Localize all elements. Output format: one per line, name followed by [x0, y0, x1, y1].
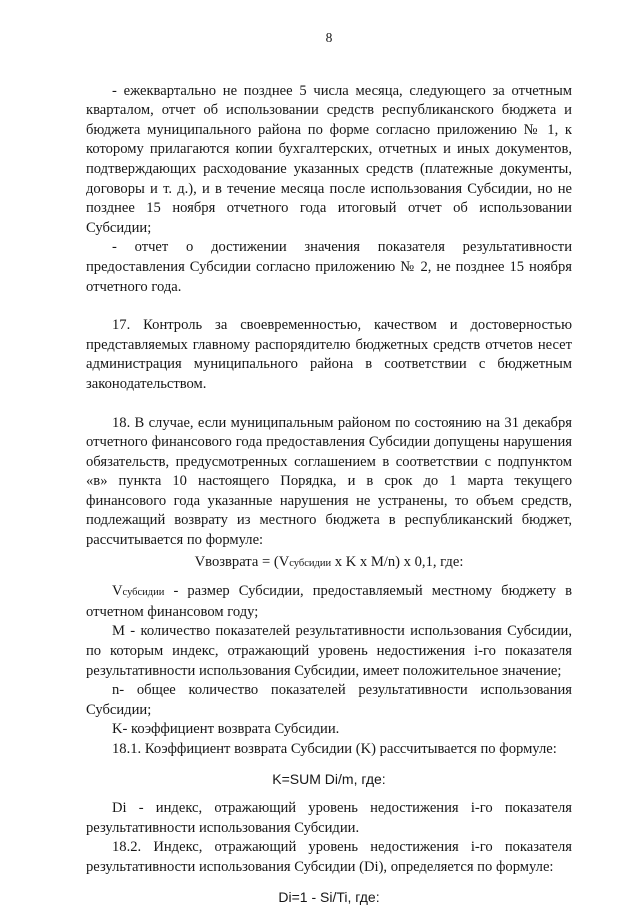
formula-k-coefficient: K=SUM Di/m, где: — [272, 770, 386, 787]
page-number: 8 — [325, 30, 333, 45]
paragraph-quarterly-report: - ежеквартально не позднее 5 числа месяца, следующего за отчетным кварталом, отчет об использовании средств республиканского бюджета и бюджета муниципального района по форме согласно приложению № 1, к которому прилагаются копии бухгалтерских, отчетных и иных документов, подтверждающих расходование указанных средств (платежные документы, договоры и т. д.), и в течение месяца после использования Субсидии, но не позднее 15 ноября отчетного года итоговый отчет об использовании Субсидии; — [86, 82, 572, 236]
formula-subscript: субсидии — [289, 557, 332, 569]
v-symbol: V — [112, 583, 123, 600]
paragraph-n-definition: n- общее количество показателей результативности использования Субсидии; — [86, 682, 572, 718]
v-subscript: субсидии — [122, 587, 165, 599]
spacer — [86, 297, 572, 316]
spacer — [86, 395, 572, 414]
paragraph-17-control: 17. Контроль за своевременностью, качеством и достоверностью представляемых главному распорядителю бюджетных средств отчетов несет администрация муниципального района в соответствии с бюджетным законодательством. — [86, 317, 572, 392]
v-definition-text: - размер Субсидии, предоставляемый местному бюджету в отчетном финансовом году; — [86, 583, 572, 620]
formula-return-volume-tail: x K x M/n) x 0,1, где: — [331, 553, 464, 570]
formula-return-volume-lead: Vвозврата = (V — [194, 553, 290, 570]
paragraph-18-violations: 18. В случае, если муниципальным районом по состоянию на 31 декабря отчетного финансового года предоставления Субсидии допущены нарушения обязательств, предусмотренных соглашением в соответствии с подпунктом «в» пункта 10 настоящего Порядка, и в срок до 1 марта текущего финансового года указанные нарушения не устранены, то объем средств, подлежащий возврату из местного бюджета в республиканский бюджет, рассчитывается по формуле: — [86, 414, 572, 549]
paragraph-m-definition: М - количество показателей результативности использования Субсидии, по которым индекс, отражающий уровень недостижения i-го показателя результативности использования Субсидии, имеет положительное значение; — [86, 623, 572, 679]
formula-return-volume — [86, 553, 572, 574]
paragraph-k-definition: K- коэффициент возврата Субсидии. — [112, 721, 340, 738]
paragraph-di-definition: Di - индекс, отражающий уровень недостижения i-го показателя результативности использования Субсидии. — [86, 800, 572, 836]
paragraph-18-1: 18.1. Коэффициент возврата Субсидии (K) рассчитывается по формуле: — [112, 741, 557, 757]
formula-di-index: Di=1 - Si/Ti, где: — [278, 888, 380, 905]
paragraph-18-2: 18.2. Индекс, отражающий уровень недостижения i-го показателя результативности использования Субсидии (Di), определяется по формуле: — [86, 839, 572, 875]
paragraph-performance-report: - отчет о достижении значения показателя результативности предоставления Субсидии согласно приложению № 2, не позднее 15 ноября отчетного года. — [86, 239, 572, 295]
paragraph-v-subsidy-definition — [86, 582, 572, 622]
